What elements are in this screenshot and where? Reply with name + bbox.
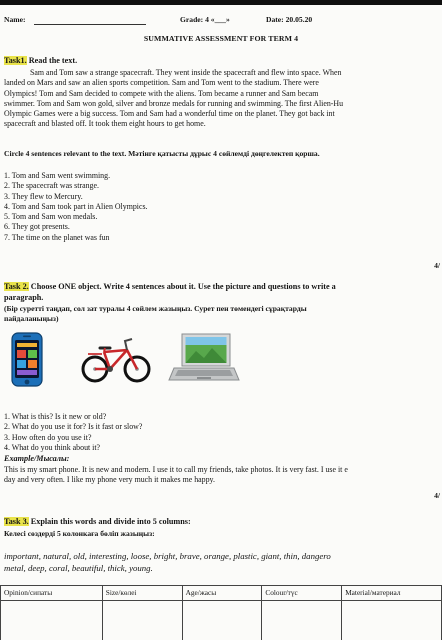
column-header-size: Size/көлеі <box>102 586 182 601</box>
task2-example-text <box>4 465 440 486</box>
task2-heading-text: Choose ONE object. Write 4 sentences about it. Use the picture and questions to write a <box>28 282 336 291</box>
task3-heading <box>4 517 191 527</box>
name-label: Name: <box>4 15 26 24</box>
list-item[interactable]: 4. Tom and Sam took part in Alien Olympics. <box>4 201 148 211</box>
text-line: This is my smart phone. It is new and modern. I use it to call my friends, take photos. It is very fast. I use it e <box>4 465 348 474</box>
task2-label: Task 2. <box>4 282 29 291</box>
list-item: 4. What do you think about it? <box>4 442 101 452</box>
task1-label: Task1. <box>4 56 27 65</box>
text-line: Sam and Tom saw a strange spacecraft. They went inside the spacecraft and flew into space. When <box>30 68 342 77</box>
answer-cell-opinion[interactable] <box>1 601 103 640</box>
text-line: day and very often. I like my phone very much it makes me happy. <box>4 475 215 485</box>
text-line: important, natural, old, interesting, loose, bright, brave, orange, plastic, giant, thin, dangero <box>4 551 331 561</box>
column-header-age: Age/жасы <box>182 586 262 601</box>
task1-text-cont <box>4 78 440 129</box>
name-blank-line <box>34 24 146 25</box>
top-edge-bar <box>0 0 442 5</box>
answer-cell-size[interactable] <box>102 601 182 640</box>
text-line: swimmer. Tom and Sam won gold, silver and bronze medals for running and swimming. The first Alien-Hu <box>4 98 344 108</box>
list-item: 1. What is this? Is it new or old? <box>4 412 107 421</box>
smartphone-icon[interactable] <box>10 332 46 388</box>
page-title: SUMMATIVE ASSESSMENT FOR TERM 4 <box>143 34 299 43</box>
laptop-icon[interactable] <box>168 330 240 386</box>
task1-mark: 4/ <box>434 261 440 270</box>
task1-instruction: Circle 4 sentences relevant to the text. Мәтінге қатысты дұрыс 4 сөйлемді дөңгелектеп қорша. <box>4 149 320 158</box>
list-item[interactable]: 1. Tom and Sam went swimming. <box>4 171 111 180</box>
date-label: Date: 20.05.20 <box>266 15 313 24</box>
text-line: Olympics! Tom and Sam decided to compete with the aliens. Tom became a runner and Sam becam <box>4 88 319 98</box>
task2-heading-cont: paragraph. <box>4 292 44 302</box>
text-line: Olympic Games were a big success. Tom and Sam had a wonderful time on the planet. They got back int <box>4 109 335 119</box>
answer-cell-material[interactable] <box>342 601 442 640</box>
task2-kazakh-line1: (Бір суретті таңдап, сол зат туралы 4 сөйлем жазыңыз. Сурет пен төмендегі сұрақтарды <box>4 304 307 313</box>
columns-table <box>0 585 442 640</box>
column-header-colour: Colour/түс <box>262 586 342 601</box>
grade-label: Grade: 4 «___» <box>180 15 230 24</box>
list-item: 2. What do you use it for? Is it fast or slow? <box>4 422 143 432</box>
answer-cell-age[interactable] <box>182 601 262 640</box>
list-item[interactable]: 2. The spacecraft was strange. <box>4 181 99 191</box>
task1-heading <box>4 56 77 66</box>
bicycle-icon[interactable] <box>80 332 152 388</box>
list-item[interactable]: 5. Tom and Sam won medals. <box>4 212 98 222</box>
task3-label: Task 3. <box>4 517 29 526</box>
task1-heading-text: Read the text. <box>26 56 78 65</box>
task3-words <box>4 550 440 574</box>
list-item[interactable]: 3. They flew to Mercury. <box>4 191 83 201</box>
task1-text <box>4 68 440 78</box>
task1-sentence-list <box>4 171 148 243</box>
answer-cell-colour[interactable] <box>262 601 342 640</box>
task3-kazakh: Келесі сөздерді 5 колонкаға бөліп жазыңыз: <box>4 529 155 538</box>
list-item[interactable]: 7. The time on the planet was fun <box>4 232 110 242</box>
task2-question-list <box>4 412 142 453</box>
text-line: landed on Mars and saw an alien sports competition. Sam and Tom went to the stadium. There were <box>4 78 319 88</box>
list-item: 3. How often do you use it? <box>4 432 92 442</box>
task3-heading-text: Explain this words and divide into 5 columns: <box>28 517 191 526</box>
text-line: spacecraft and blasted off. It took them eight hours to get home. <box>4 119 206 129</box>
column-header-material: Material/материал <box>342 586 442 601</box>
text-line: metal, deep, coral, beautiful, thick, young. <box>4 563 153 573</box>
column-header-opinion: Opinion/сипаты <box>1 586 103 601</box>
task2-heading <box>4 282 336 292</box>
task2-mark: 4/ <box>434 491 440 500</box>
list-item[interactable]: 6. They got presents. <box>4 222 70 232</box>
task2-example-label: Example/Мысалы: <box>4 454 70 463</box>
task2-kazakh-line2: пайдаланыңыз) <box>4 314 59 323</box>
